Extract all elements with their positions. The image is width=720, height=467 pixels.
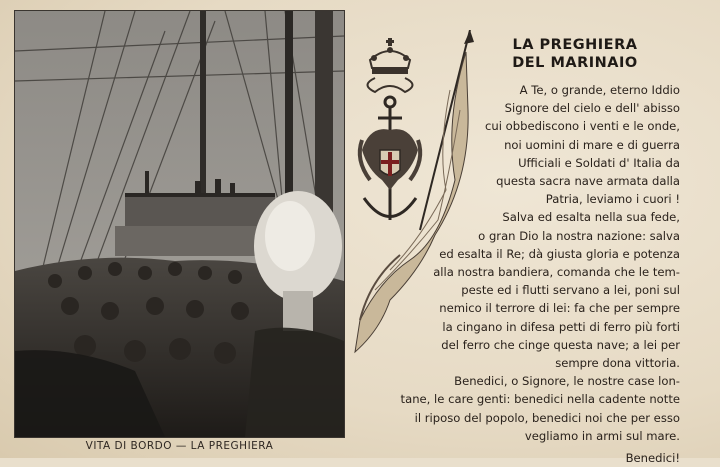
title-line-1: LA PREGHIERA: [512, 37, 638, 53]
prayer-line: Salva ed esalta nella sua fede,: [502, 210, 680, 225]
title-line-2: DEL MARINAIO: [512, 55, 638, 71]
prayer-line: Ufficiali e Soldati d' Italia da: [518, 155, 680, 170]
prayer-line: noi uomini di mare e di guerra: [504, 137, 680, 152]
prayer-line: Benedici, o Signore, le nostre case lon-: [454, 374, 680, 389]
prayer-line: del ferro che cinge questa nave; a lei per: [441, 337, 680, 352]
prayer-line: o gran Dio la nostra nazione: salva: [478, 228, 680, 243]
photo-illustration: [15, 11, 344, 437]
prayer-line: peste ed i flutti servano a lei, poni sul: [461, 283, 680, 298]
prayer-title: [470, 36, 680, 72]
prayer-line: questa sacra nave armata dalla: [496, 174, 680, 189]
prayer-line: ed esalta il Re; dà giusta gloria e potenza: [439, 246, 680, 261]
ship-deck-photo: [15, 11, 344, 437]
prayer-closing: Benedici!: [625, 451, 680, 466]
prayer-line: la cingano in difesa petti di ferro più forti: [442, 319, 680, 334]
prayer-line: A Te, o grande, eterno Iddio: [519, 83, 680, 97]
prayer-line: il riposo del popolo, benedici noi che per esso: [414, 410, 680, 425]
prayer-line: Patria, leviamo i cuori !: [545, 192, 680, 207]
prayer-line: tane, le care genti: benedici nella cadente notte: [400, 392, 680, 407]
photo-caption: VITA DI BORDO — LA PREGHIERA: [85, 440, 274, 452]
prayer-text: [340, 81, 680, 467]
prayer-line: nemico il terrore di lei: fa che per sempre: [439, 301, 680, 316]
prayer-line: sempre dona vittoria.: [555, 356, 680, 371]
prayer-line: vegliamo in armi sul mare.: [524, 428, 680, 443]
prayer-line: alla nostra bandiera, comanda che le tem-: [433, 265, 680, 280]
prayer-line: cui obbediscono i venti e le onde,: [485, 119, 680, 134]
prayer-line: Signore del cielo e dell' abisso: [504, 101, 680, 116]
